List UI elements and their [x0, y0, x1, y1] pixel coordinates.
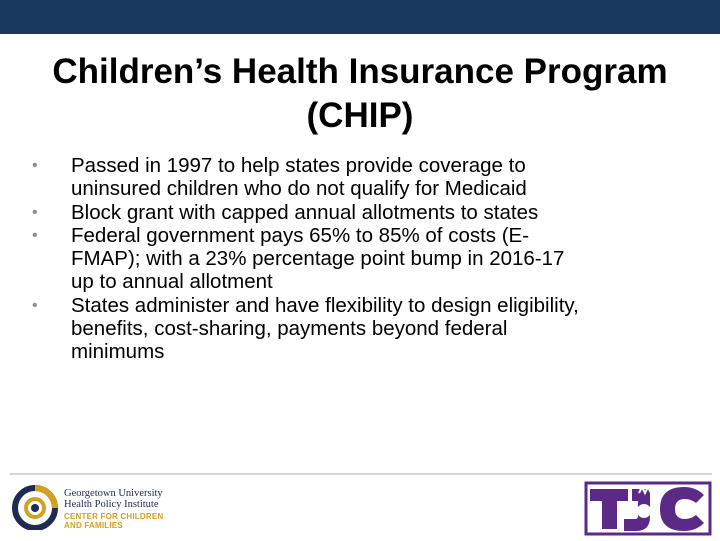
top-bar [0, 0, 720, 34]
georgetown-emblem-icon [12, 484, 58, 530]
bullet-line: Block grant with capped annual allotments to states [71, 200, 539, 224]
bullet-dot-icon: • [32, 226, 38, 244]
bullet-line: Federal government pays 65% to 85% of costs (E- [71, 223, 530, 247]
bullet-line: benefits, cost-sharing, payments beyond federal [71, 317, 508, 341]
footer-divider [10, 473, 712, 475]
slide-title [0, 50, 720, 138]
tjc-logo [584, 481, 712, 536]
logo-line-center: CENTER FOR CHILDREN [64, 512, 164, 521]
bullet-line: FMAP); with a 23% percentage point bump in 2016-17 [71, 247, 565, 271]
logo-line-university: Georgetown University [64, 488, 163, 499]
bullet-item [32, 154, 692, 201]
bullet-line: Passed in 1997 to help states provide coverage to [71, 154, 526, 177]
slide-title-line-1: Children’s Health Insurance Program [52, 52, 668, 91]
slide-title-line-2: (CHIP) [306, 96, 414, 135]
bullet-line: States administer and have flexibility to design eligibility, [71, 293, 579, 317]
logo-line-institute: Health Policy Institute [64, 499, 159, 510]
bullet-line: up to annual allotment [71, 270, 273, 294]
bullet-dot-icon: • [32, 157, 38, 174]
bullet-item [32, 201, 692, 224]
georgetown-logo [12, 484, 192, 536]
bullet-line: minimums [71, 340, 165, 364]
bullet-list [32, 154, 692, 364]
logo-line-families: AND FAMILIES [64, 521, 123, 530]
bullet-dot-icon: • [32, 296, 38, 314]
bullet-dot-icon: • [32, 203, 38, 221]
bullet-line: uninsured children who do not qualify for Medicaid [71, 177, 527, 201]
bullet-item [32, 294, 692, 364]
georgetown-logo-text [64, 488, 163, 530]
bullet-item [32, 224, 692, 294]
tjc-emblem-icon [584, 481, 712, 536]
